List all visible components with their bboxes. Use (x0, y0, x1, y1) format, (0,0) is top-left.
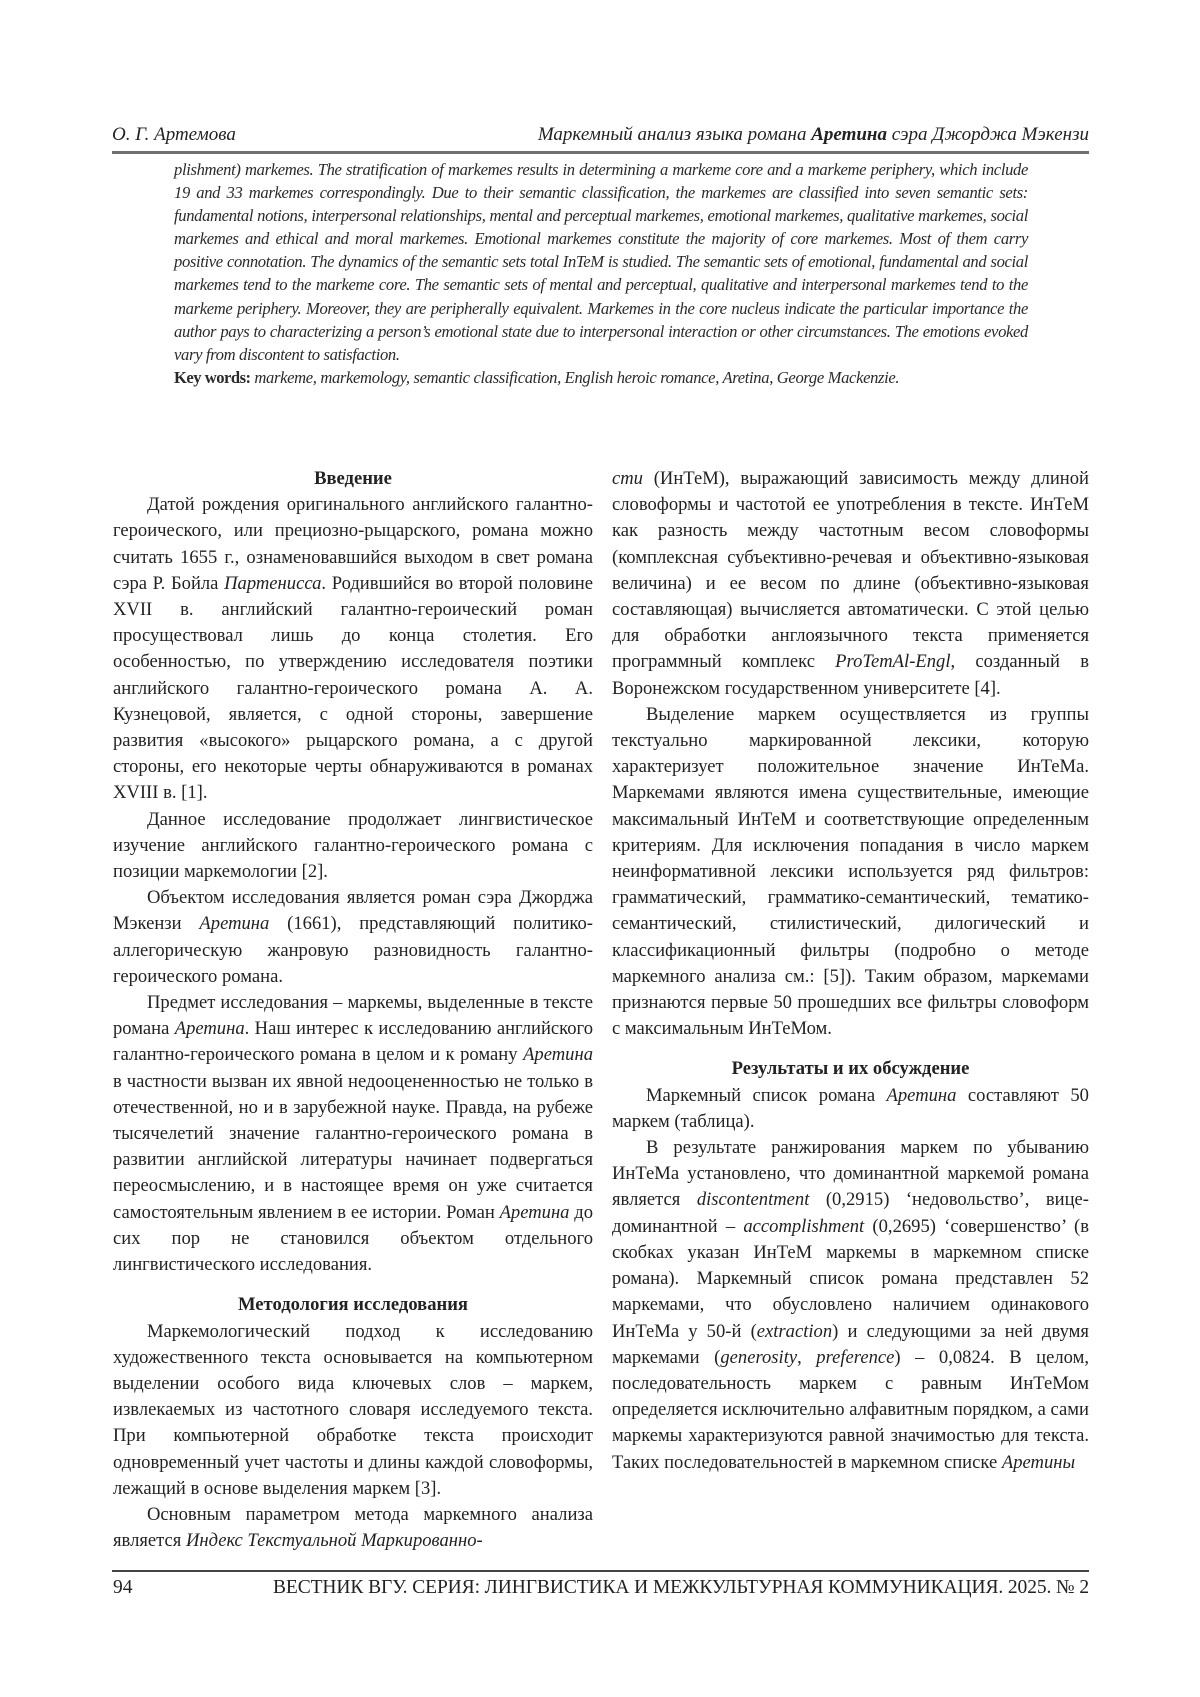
text-run: (0,2695) ‘совершенство’ (в скобках указан ИнТеМ маркемы в маркемном списке романа). Маркемный список романа представлен 52 маркемами, что обусловлено наличием одинакового ИнТеМа у 50-й ( (612, 1215, 1089, 1342)
paragraph (113, 990, 593, 1278)
running-header (112, 124, 1089, 150)
text-run: Маркемный список романа (646, 1084, 887, 1106)
page-footer (113, 1577, 1089, 1599)
text-run: составляют 50 маркем (таблица). (612, 1084, 1089, 1132)
italic-software-name: ProTemAl-Engl (835, 651, 951, 673)
text-run: . Наш интерес к исследованию английского галантно-героического романа в целом и к роману (113, 1018, 593, 1066)
italic-title: Аретина (174, 1018, 245, 1040)
paragraph (113, 885, 593, 990)
italic-term: сти (612, 468, 643, 489)
journal-name: ВЕСТНИК ВГУ. СЕРИЯ: ЛИНГВИСТИКА И МЕЖКУЛЬТУРНАЯ КОММУНИКАЦИЯ. 2025. № 2 (272, 1577, 1089, 1598)
italic-title: Аретина (199, 913, 270, 935)
italic-term: Индекс Текстуальной Маркированно- (185, 1530, 483, 1552)
right-column (612, 466, 1089, 1476)
header-title-novel: Аретина (811, 124, 887, 145)
keywords-label: Key words: (174, 367, 251, 387)
header-rule (112, 151, 1089, 154)
italic-term: preference (816, 1346, 895, 1368)
text-run: В результате ранжирования маркем по убыванию ИнТеМа установлено, что доминантной маркемой романа является (612, 1137, 1089, 1211)
english-abstract (174, 158, 1028, 389)
text-run: Предмет исследования – маркемы, выделенные в тексте романа (113, 992, 593, 1040)
text-run: , созданный в Воронежском государственном университете [4]. (612, 651, 1089, 699)
section-heading-introduction: Введение (314, 468, 392, 489)
header-author: О. Г. Артемова (112, 124, 236, 145)
header-title-part: сэра Джорджа Мэкензи (886, 124, 1089, 145)
section-heading-results: Результаты и их обсуждение (731, 1058, 970, 1080)
paragraph (113, 492, 593, 806)
paragraph (612, 1083, 1089, 1135)
italic-term: discontentment (696, 1189, 810, 1211)
italic-title: Аретина (886, 1084, 957, 1106)
text-run: (0,2915) ‘недовольство’, вице-доминантной – (612, 1189, 1089, 1237)
header-article-title (538, 124, 1089, 146)
text-run: ) и следующими за ней двумя маркемами ( (612, 1320, 1089, 1368)
text-run: , (797, 1346, 817, 1368)
italic-term: generosity (720, 1346, 798, 1368)
text-run: Объектом исследования является роман сэра Джорджа Мэкензи (113, 887, 593, 935)
paragraph (113, 1502, 593, 1554)
text-run: в частности вызван их явной недооцененностью не только в отечественной, но и в зарубежной науке. Правда, на рубеже тысячелетий значение галантно-героического романа в развитии английской литературы начинает подвергаться переосмыслению, и в настоящее время он уже считается самостоятельным явлением в ее истории. Роман (113, 1070, 593, 1223)
paragraph: Выделение маркем осуществляется из группы текстуально маркированной лексики, которую характеризует положительное значение ИнТеМа. Маркемами являются имена существительные, имеющие максимальный ИнТеМ и соответствующие определенным критериям. Для исключения попадания в число маркем неинформативной лексики используется ряд фильтров: грамматический, грамматико-семантический, тематико-семантический, стилистический, дилогический и классификационный фильтры (подробно о методе маркемного анализа см.: [5]). Таким образом, маркемами признаются первые 50 прошедших все фильтры словоформ с максимальным ИнТеМом. (612, 703, 1089, 1040)
abstract-text: plishment) markemes. The stratification of markemes results in determining a markeme core and a markeme periphery, which include 19 and 33 markemes correspondingly. Due to their semantic classification, the markemes are classified into seven semantic sets: fundamental notions, interpersonal relationships, mental and perceptual markemes, emotional markemes, qualitative markemes, social markemes and ethical and moral markemes. Emotional markemes constitute the majority of core markemes. Most of them carry positive connotation. The dynamics of the semantic sets total InTeM is studied. The semantic sets of emotional, fundamental and social markemes tend to the markeme core. The semantic sets of mental and perceptual, qualitative and interpersonal markemes tend to the markeme periphery. Moreover, they are peripherally equivalent. Markemes in the core nucleus indicate the particular importance the author pays to characterizing a person’s emotional state due to interpersonal interaction or other circumstances. The emotions evoked vary from discontent to satisfaction. (174, 160, 1028, 364)
text-run: ) – 0,0824. В целом, последовательность маркем с равным ИнТеМом определяется исключительно алфавитным порядком, а сами маркемы характеризуются равной значимостью для текста. Таких последовательностей в маркемном списке (612, 1346, 1090, 1473)
italic-term: accomplishment (743, 1215, 865, 1237)
text-run: Датой рождения оригинального английского галантно-героического, или прециозно-рыцарского, романа можно считать 1655 г., ознаменовавшийся выходом в свет романа сэра Р. Бойла (113, 494, 593, 594)
section-heading-methodology: Методология исследования (238, 1294, 468, 1316)
italic-title: Аретина (523, 1044, 593, 1066)
header-title-part: Маркемный анализ языка романа (537, 124, 812, 145)
italic-title: Аретины (1001, 1451, 1076, 1473)
text-run: (1661), представляющий политико-аллегорическую жанровую разновидность галантно-героического романа. (113, 913, 593, 987)
italic-title: Партенисса (224, 572, 322, 594)
italic-term: extraction (756, 1320, 833, 1342)
text-run: (ИнТеМ), выражающий зависимость между длиной словоформы и частотой ее употребления в тексте. ИнТеМ как разность между частотным весом словоформы (комплексная субъективно-речевая и объективно-языковая величина) и ее весом по длине (объективно-языковая составляющая) вычисляется автоматически. С этой целью для обработки англоязычного текста применяется программный комплекс (612, 468, 1089, 673)
paragraph: Маркемологический подход к исследованию художественного текста основывается на компьютерном выделении особого вида ключевых слов – маркем, извлекаемых из частотного словаря исследуемого текста. При компьютерной обработке текста происходит одновременный учет частоты и длины каждой словоформы, лежащий в основе выделения маркем [3]. (113, 1320, 593, 1499)
text-run: до сих пор не становился объектом отдельного лингвистического исследования. (113, 1201, 594, 1276)
text-run: Основным параметром метода маркемного анализа является (113, 1503, 593, 1552)
footer-rule (112, 1570, 1089, 1572)
italic-title: Аретина (499, 1201, 570, 1223)
keywords-list: markeme, markemology, semantic classification, English heroic romance, Aretina, George Mackenzie. (250, 367, 900, 387)
paragraph: Данное исследование продолжает лингвистическое изучение английского галантно-героического романа с позиции маркемологии [2]. (113, 808, 593, 883)
left-column (113, 466, 593, 1554)
paragraph (612, 466, 1089, 702)
paragraph (612, 1135, 1089, 1476)
text-run: . Родившийся во второй половине XVII в. английский галантно-героический роман просуществовал лишь до конца столетия. Его особенностью, по утверждению исследователя поэтики английского галантно-героического романа А. А. Кузнецовой, является, с одной стороны, завершение развития «высокого» рыцарского романа, а с другой стороны, его некоторые черты обнаруживаются в романах XVIII в. [1]. (113, 572, 594, 804)
page-number: 94 (113, 1577, 133, 1598)
